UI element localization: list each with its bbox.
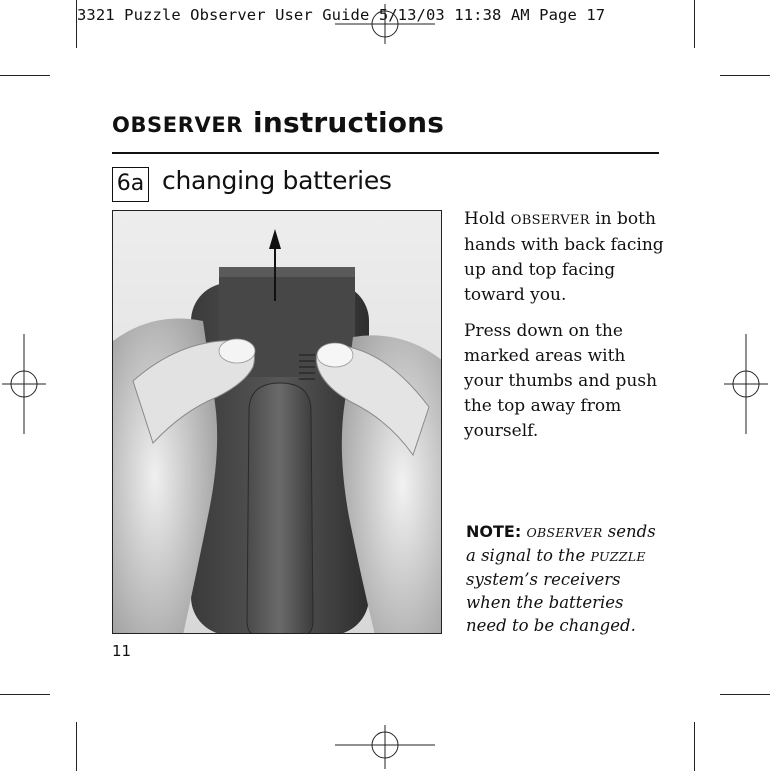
instruction-paragraph-2: Press down on the marked areas with your thumbs and push the top away from yourself. — [464, 321, 658, 441]
note-text-1: sends a signal to the — [466, 522, 656, 565]
p1-before: Hold — [464, 209, 511, 229]
crop-mark-top-left-vertical — [76, 0, 77, 48]
crop-mark-top-right-horizontal — [720, 75, 770, 76]
p1-after: in both hands with back facing up and top facing toward you. — [464, 209, 664, 305]
crop-mark-top-left-horizontal — [0, 75, 50, 76]
note-brand: OBSERVER — [526, 525, 603, 540]
registration-mark-bottom-icon — [335, 725, 435, 769]
crop-mark-bottom-left-vertical — [76, 722, 77, 771]
print-slug-line: 3321 Puzzle Observer User Guide 5/13/03 11:38 AM Page 17 — [77, 6, 606, 24]
note-puzzle: PUZZLE — [590, 549, 646, 564]
note-label: NOTE: — [466, 522, 522, 541]
page-number: 11 — [112, 642, 132, 660]
crop-mark-bottom-right-horizontal — [720, 694, 770, 695]
instruction-paragraph-1 — [464, 207, 664, 308]
instructions-text — [464, 207, 664, 455]
heading-instructions-word: instructions — [253, 106, 445, 139]
crop-mark-top-right-vertical — [694, 0, 695, 48]
note-text — [466, 520, 666, 637]
step-title: changing batteries — [162, 166, 392, 195]
note-text-2: system’s receivers when the batteries need to be changed. — [466, 570, 636, 635]
heading-divider — [112, 152, 659, 154]
registration-mark-right-icon — [724, 334, 768, 434]
crop-mark-bottom-left-horizontal — [0, 694, 50, 695]
section-heading — [112, 106, 444, 139]
step-number-box: 6a — [112, 167, 149, 202]
heading-observer-word: OBSERVER — [112, 113, 244, 137]
registration-mark-left-icon — [2, 334, 46, 434]
hands-holding-device-illustration — [113, 211, 442, 634]
crop-mark-bottom-right-vertical — [694, 722, 695, 771]
batteries-photo — [112, 210, 442, 634]
registration-mark-top-icon — [335, 4, 435, 44]
p1-brand: OBSERVER — [510, 213, 590, 228]
